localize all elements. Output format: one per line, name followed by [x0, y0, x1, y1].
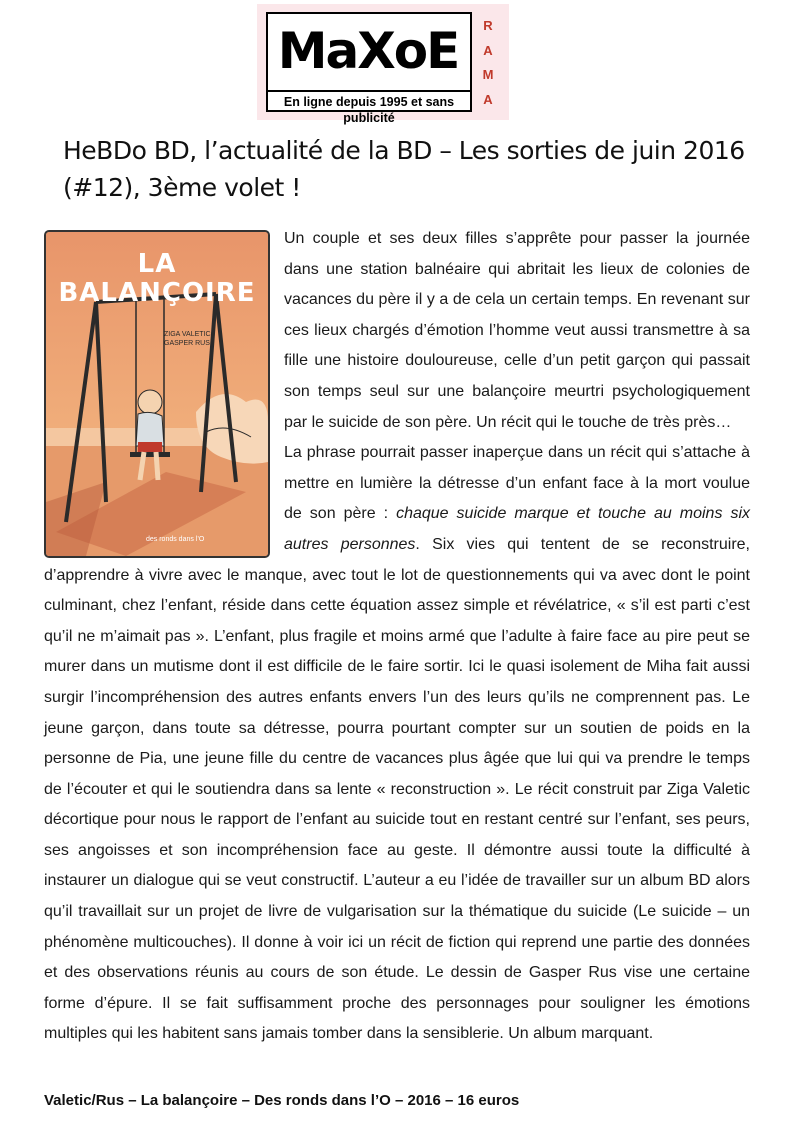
site-logo[interactable] — [257, 4, 509, 125]
logo-side-letter: M — [482, 67, 494, 83]
cover-title-line-1: LA — [137, 249, 177, 279]
paragraph-2-quote: chaque suicide marque et touche au moins six autres personnes — [284, 505, 751, 553]
logo-tagline: En ligne depuis 1995 et sans publicité — [283, 95, 455, 125]
article-title: HeBDo BD, l’actualité de la BD – Les sorties de juin 2016 (#12), 3ème volet ! — [63, 136, 745, 202]
logo-box — [266, 12, 472, 125]
logo-side-letters — [475, 14, 501, 112]
paragraph-1: Un couple et ses deux filles s’apprête pour passer la journée dans une station balnéaire qui abritait les lieux de colonies de vacances du père il y a de cela un certain temps. En revenant sur ces lieux chargés d’émotion l’homme veut aussi transmettre à sa fille une histoire douloureuse, celle d’un petit garçon qui passait son temps seul sur une balançoire meurtri psychologiquement par le suicide de son père. Un récit qui le touche de très près… — [284, 230, 750, 431]
logo-side-letter: A — [483, 91, 493, 107]
cover-author-2: GASPER RUS — [164, 340, 210, 347]
cover-publisher: des ronds dans l’O — [146, 536, 205, 543]
logo-divider — [268, 90, 470, 92]
book-credits: Valetic/Rus – La balançoire – Des ronds dans l’O – 2016 – 16 euros — [44, 1092, 520, 1109]
logo-side-letter: R — [483, 18, 493, 34]
book-cover[interactable] — [44, 230, 270, 558]
paragraph-2-start: La phrase pourrait passer inaperçue dans un récit qui s’attache à mettre en lumière la détresse d’un enfant face à la mort voulue de son père : — [284, 444, 750, 523]
cover-author-1: ZIGA VALETIC — [164, 331, 211, 338]
logo-brand: MaXoE — [277, 22, 459, 80]
paragraph-2-rest: . Six vies qui tentent de se reconstruire, d’apprendre à vivre avec le manque, avec tout le lot de questionnements qui va avec dont le point culminant, chez l’enfant, réside dans cette équation assez simple et révélatrice, « s’il est parti c’est qu’il ne m’aimait pas ». L’enfant, plus fragile et moins armé que l’adulte à faire face au pire peut se murer dans un mutisme dont il est difficile de le faire sortir. Ici le quasi isolement de Miha fait aussi surgir l’incompréhension des autres enfants envers l’un des leurs qu’ils ne comprennent pas. Le jeune garçon, dans toute sa détresse, pourra pourtant compter sur un soutien de poids en la personne de Pia, une jeune fille du centre de vacances plus âgée que lui qui va prendre le temps de l’écouter et qui le soutiendra dans sa lente « reconstruction ». Le récit construit par Ziga Valetic décortique pour nous le rapport de l’enfant au suicide tout en restant centré sur l’enfant, ses peurs, ses angoisses et son incompréhension face au geste. Il démontre aussi toute la difficulté à instaurer un dialogue qui se veut constructif. L’auteur a eu l’idée de travailler sur un album BD alors qu’il travaillait sur un projet de livre de vulgarisation sur la thématique du suicide (Le suicide – un phénomène multicouches). Il donne à voir ici un récit de fiction qui reprend une partie des données et des observations réunis au cours de son étude. Le dessin de Gasper Rus vise une certaine forme d’épure. Il se fait suffisamment proche des personnages pour souligner les émotions multiples qui les habitent sans jamais tomber dans la sensiblerie. Un album marquant. — [44, 535, 751, 1043]
cover-title-line-2: BALANÇOIRE — [58, 278, 256, 308]
logo-side-letter: A — [483, 42, 493, 58]
